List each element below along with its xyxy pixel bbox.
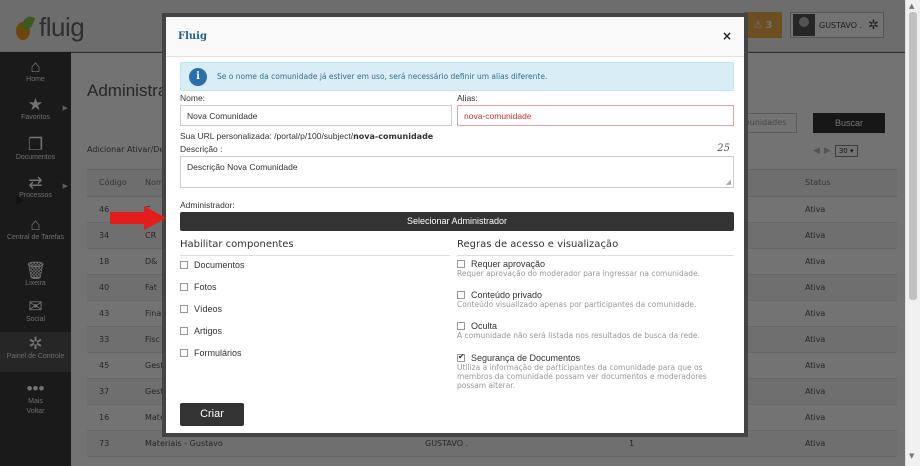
checkbox-conteudo-privado[interactable]: Conteúdo privado	[457, 290, 542, 300]
checkbox-requer-aprovacao[interactable]: Requer aprovação	[457, 259, 545, 269]
checkbox-videos[interactable]: Vídeos	[180, 304, 222, 314]
scroll-up-icon[interactable]: ▲	[909, 2, 915, 10]
checkbox-seguranca-de-documentos[interactable]: ✔ Segurança de Documentos	[457, 353, 580, 363]
info-alert	[180, 62, 734, 91]
checkbox-icon[interactable]	[457, 322, 465, 330]
rule-description-line-3: possam alterar.	[457, 381, 516, 390]
checkbox-icon[interactable]	[180, 327, 188, 335]
scroll-down-icon[interactable]: ▼	[909, 452, 915, 460]
scrollbar-thumb[interactable]	[909, 12, 917, 300]
administrator-label: Administrador:	[180, 200, 235, 210]
rule-description: Requer aprovação do moderador para ingressar na comunidade.	[457, 269, 701, 278]
select-administrator-button[interactable]: Selecionar Administrador	[180, 212, 734, 231]
url-prefix: Sua URL personalizada: /portal/p/100/subject/	[180, 131, 354, 141]
checkbox-icon[interactable]	[180, 349, 188, 357]
checkbox-documentos[interactable]: Documentos	[180, 260, 245, 270]
page-scrollbar[interactable]	[905, 0, 920, 466]
create-button[interactable]: Criar	[180, 403, 244, 426]
checkbox-icon[interactable]	[180, 283, 188, 291]
custom-url	[180, 131, 433, 141]
name-field[interactable]: Nova Comunidade	[180, 105, 452, 126]
checkbox-icon[interactable]	[457, 291, 465, 299]
create-community-dialog	[162, 13, 748, 437]
checkbox-formularios[interactable]: Formulários	[180, 348, 242, 358]
checkbox-icon[interactable]	[457, 260, 465, 268]
checkbox-checked-icon[interactable]	[457, 354, 465, 362]
rule-description: A comunidade não será listada nos resultados de busca da rede.	[457, 331, 700, 340]
description-label: Descrição :	[180, 144, 223, 154]
checkbox-oculta[interactable]: Oculta	[457, 321, 497, 331]
access-rules-section-title: Regras de acesso e visualização	[457, 239, 734, 256]
alias-field[interactable]: nova-comunidade	[457, 105, 734, 126]
dialog-header	[166, 17, 744, 57]
rule-description-line-1: Utiliza a informação de participantes da comunidade para que os	[457, 363, 703, 372]
checkbox-artigos[interactable]: Artigos	[180, 326, 222, 336]
checkbox-icon[interactable]	[180, 261, 188, 269]
url-slug: nova-comunidade	[353, 132, 434, 141]
dialog-title: Fluig	[178, 31, 207, 42]
description-field[interactable]	[180, 156, 734, 188]
description-char-counter: 25	[717, 143, 730, 154]
components-section-title: Habilitar componentes	[180, 239, 450, 256]
description-text: Descrição Nova Comunidade	[187, 162, 298, 172]
alias-label: Alias:	[457, 93, 478, 103]
rule-description-line-2: membros da comunidade possam ver documentos e moderadores	[457, 372, 707, 381]
name-label: Nome:	[180, 93, 206, 103]
resize-grip-icon[interactable]: ◢	[725, 179, 731, 186]
red-arrow-annotation	[110, 206, 166, 230]
checkbox-fotos[interactable]: Fotos	[180, 282, 217, 292]
rule-description: Conteúdo visualizado apenas por participantes da comunidade.	[457, 300, 697, 309]
info-icon: i	[189, 68, 207, 86]
close-icon[interactable]: ×	[721, 29, 732, 43]
info-message: Se o nome da comunidade já estiver em uso, será necessário definir um alias diferente.	[217, 72, 548, 81]
checkbox-icon[interactable]	[180, 305, 188, 313]
